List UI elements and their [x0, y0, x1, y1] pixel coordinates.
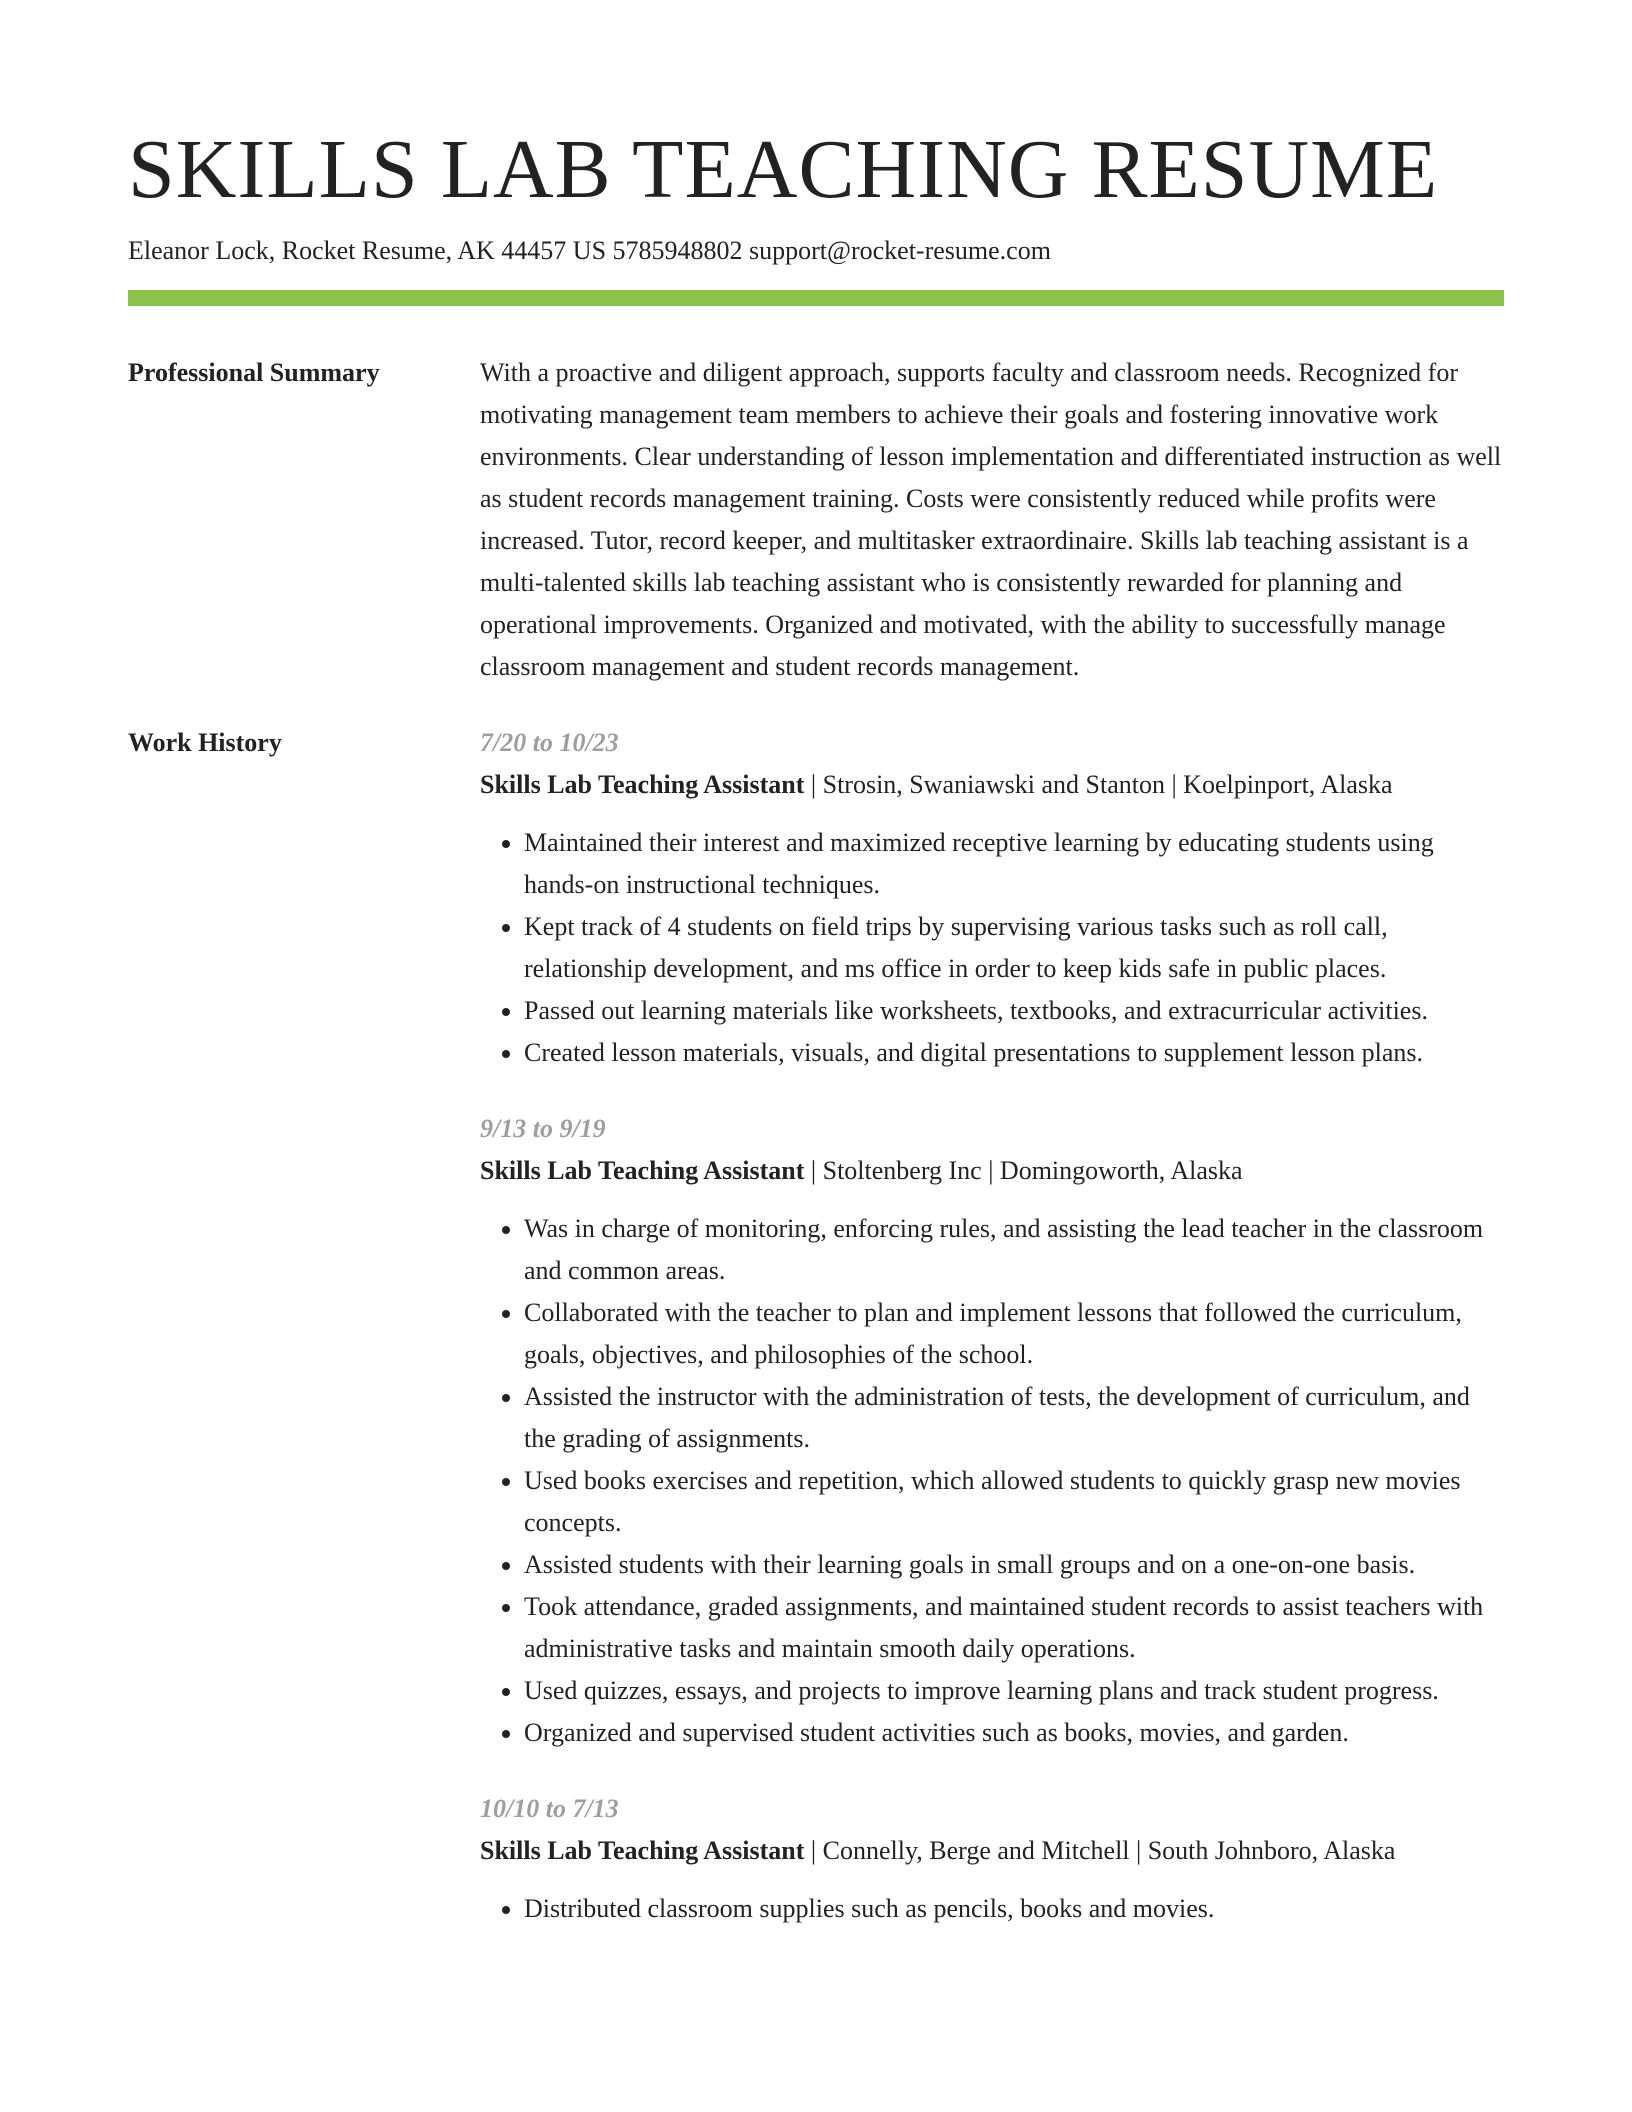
job-entry [480, 1788, 1504, 1930]
job-bullet: • Collaborated with the teacher to plan and implement lessons that followed the curriculum, goals, objectives, and philosophies of the school. [524, 1292, 1504, 1376]
job-bullet: • Assisted students with their learning goals in small groups and on a one-on-one basis. [524, 1544, 1504, 1586]
job-bullet: • Used quizzes, essays, and projects to improve learning plans and track student progress. [524, 1670, 1504, 1712]
job-entry [480, 1108, 1504, 1754]
job-heading [480, 764, 1504, 806]
job-dates: 9/13 to 9/19 [480, 1114, 606, 1143]
resume-title: SKILLS LAB TEACHING RESUME [128, 123, 1439, 216]
job-bullet-list [480, 1888, 1504, 1930]
work-history-section [128, 722, 1504, 1964]
work-history-heading: Work History [128, 728, 282, 757]
summary-text: With a proactive and diligent approach, supports faculty and classroom needs. Recognized for motivating management team members to achieve their goals and fostering innovative work environments. Clear understanding of lesson implementation and differentiated instruction as well as student records management training. Costs were consistently reduced while profits were increased. Tutor, record keeper, and multitasker extraordinaire. Skills lab teaching assistant is a multi-talented skills lab teaching assistant who is consistently rewarded for planning and operational improvements. Organized and motivated, with the ability to successfully manage classroom management and student records management. [480, 358, 1502, 681]
job-dates: 7/20 to 10/23 [480, 728, 619, 757]
job-bullet-list [480, 1208, 1504, 1754]
job-company-location: | Connelly, Berge and Mitchell | South Johnboro, Alaska [804, 1836, 1396, 1865]
job-heading [480, 1830, 1504, 1872]
job-bullet: • Passed out learning materials like worksheets, textbooks, and extracurricular activities. [524, 990, 1504, 1032]
job-title: Skills Lab Teaching Assistant [480, 1836, 805, 1865]
contact-line: Eleanor Lock, Rocket Resume, AK 44457 US 5785948802 support@rocket-resume.com [128, 236, 1051, 265]
job-title: Skills Lab Teaching Assistant [480, 1156, 805, 1185]
summary-heading: Professional Summary [128, 358, 380, 387]
job-bullet: • Assisted the instructor with the administration of tests, the development of curriculum, and the grading of assignments. [524, 1376, 1504, 1460]
job-bullet: • Created lesson materials, visuals, and digital presentations to supplement lesson plans. [524, 1032, 1504, 1074]
job-bullet-list [480, 822, 1504, 1074]
job-company-location: | Stoltenberg Inc | Domingoworth, Alaska [804, 1156, 1243, 1185]
job-list [480, 722, 1504, 1964]
job-title: Skills Lab Teaching Assistant [480, 770, 805, 799]
job-heading [480, 1150, 1504, 1192]
job-bullet: • Took attendance, graded assignments, and maintained student records to assist teachers with administrative tasks and maintain smooth daily operations. [524, 1586, 1504, 1670]
accent-divider [128, 290, 1504, 306]
job-bullet: • Was in charge of monitoring, enforcing rules, and assisting the lead teacher in the classroom and common areas. [524, 1208, 1504, 1292]
job-bullet: • Distributed classroom supplies such as pencils, books and movies. [524, 1888, 1504, 1930]
job-bullet: • Maintained their interest and maximized receptive learning by educating students using hands-on instructional techniques. [524, 822, 1504, 906]
job-bullet: • Kept track of 4 students on field trips by supervising various tasks such as roll call, relationship development, and ms office in order to keep kids safe in public places. [524, 906, 1504, 990]
summary-section [128, 352, 1504, 688]
resume-page [128, 0, 1504, 1964]
job-company-location: | Strosin, Swaniawski and Stanton | Koelpinport, Alaska [804, 770, 1393, 799]
job-entry [480, 722, 1504, 1074]
job-dates: 10/10 to 7/13 [480, 1794, 619, 1823]
job-bullet: • Organized and supervised student activities such as books, movies, and garden. [524, 1712, 1504, 1754]
job-bullet: • Used books exercises and repetition, which allowed students to quickly grasp new movies concepts. [524, 1460, 1504, 1544]
